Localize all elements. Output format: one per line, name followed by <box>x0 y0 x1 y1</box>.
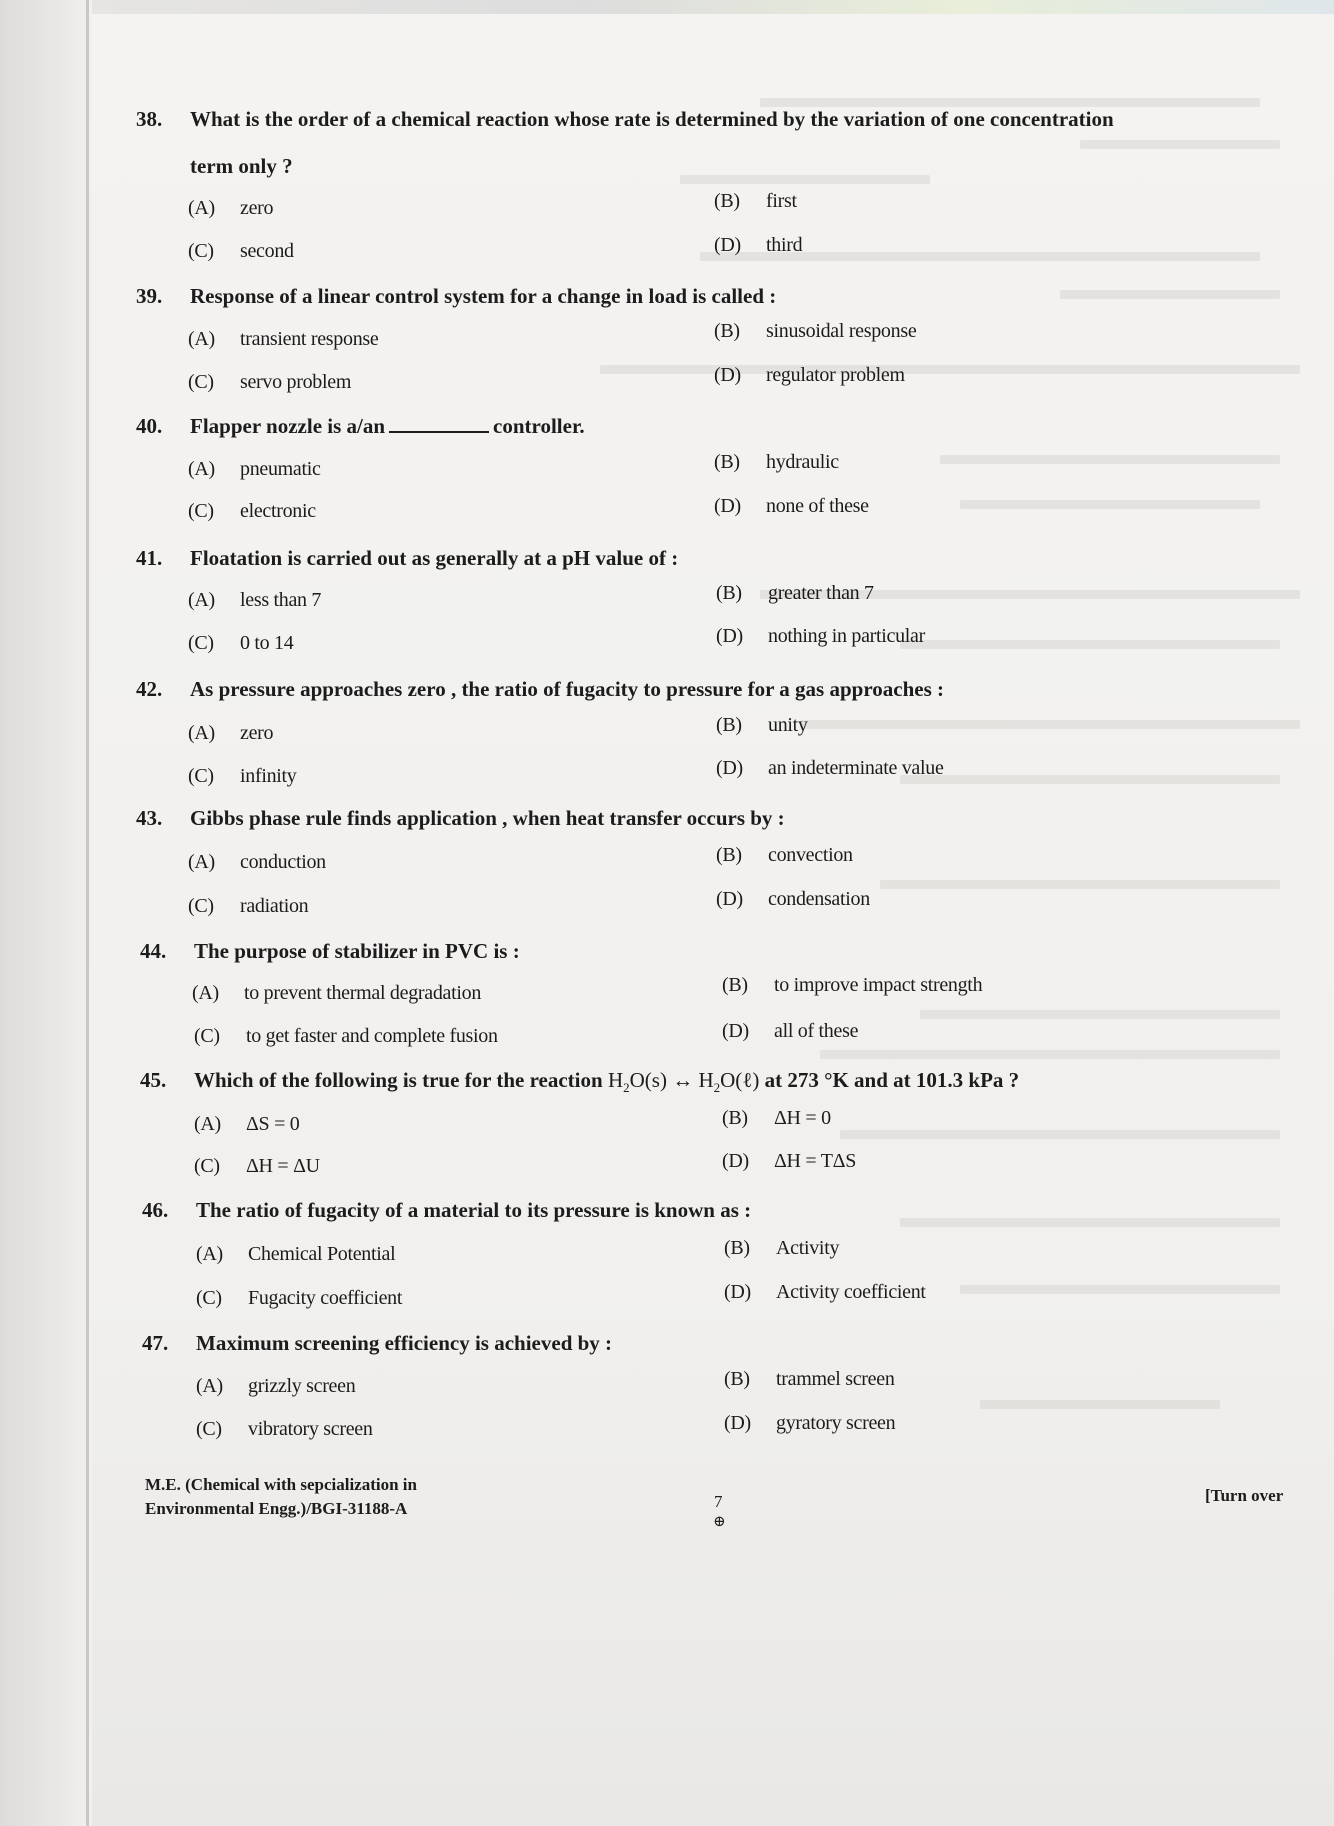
option-40-d: (D) none of these <box>714 495 869 517</box>
question-40: 40. Flapper nozzle is a/an controller. <box>136 414 585 438</box>
fill-in-blank <box>389 413 489 433</box>
question-text-line2: term only ? <box>190 154 293 178</box>
option-39-b: (B) sinusoidal response <box>714 320 917 342</box>
question-46: 46. The ratio of fugacity of a material to its pressure is known as : <box>142 1198 752 1222</box>
option-44-c: (C) to get faster and complete fusion <box>194 1025 498 1047</box>
option-43-b: (B) convection <box>716 844 853 866</box>
option-40-c: (C) electronic <box>188 500 316 522</box>
option-47-a: (A) grizzly screen <box>196 1375 356 1397</box>
question-45: 45. Which of the following is true for the reaction $H_2O(s)$ ↔ $H_2O(\ell)$ at 273 °K and at 101.3 kPa ? <box>140 1068 1020 1096</box>
option-38-b: (B) first <box>714 190 797 212</box>
option-42-a: (A) zero <box>188 722 274 744</box>
option-45-a: (A) ΔS = 0 <box>194 1113 300 1135</box>
option-42-c: (C) infinity <box>188 765 297 787</box>
option-38-a: (A) zero <box>188 197 274 219</box>
question-38-continuation <box>190 145 293 187</box>
option-38-d: (D) third <box>714 234 803 256</box>
option-39-d: (D) regulator problem <box>714 364 905 386</box>
question-42: 42. As pressure approaches zero , the ratio of fugacity to pressure for a gas approaches : <box>136 677 945 701</box>
option-42-d: (D) an indeterminate value <box>716 757 944 779</box>
option-46-d: (D) Activity coefficient <box>724 1281 926 1303</box>
turn-over-note: [Turn over <box>1205 1486 1284 1505</box>
question-number: 38. <box>136 107 163 131</box>
option-43-c: (C) radiation <box>188 895 309 917</box>
option-41-b: (B) greater than 7 <box>716 582 874 604</box>
reaction-formula: $H_2O(s)$ ↔ $H_2O(\ell)$ <box>607 1068 760 1096</box>
question-41: 41. Floatation is carried out as generally at a pH value of : <box>136 546 679 570</box>
footer-course-code: M.E. (Chemical with sepcialization in Environmental Engg.)/BGI-31188-A <box>145 1475 417 1518</box>
option-46-c: (C) Fugacity coefficient <box>196 1287 403 1309</box>
option-45-b: (B) ΔH = 0 <box>722 1107 831 1129</box>
option-44-d: (D) all of these <box>722 1020 859 1042</box>
option-44-b: (B) to improve impact strength <box>722 974 983 996</box>
option-45-c: (C) ΔH = ΔU <box>194 1155 320 1177</box>
registration-mark-icon: ⊕ <box>713 1514 726 1530</box>
option-41-d: (D) nothing in particular <box>716 625 925 647</box>
question-38 <box>136 98 1114 140</box>
option-41-c: (C) 0 to 14 <box>188 632 294 654</box>
option-46-b: (B) Activity <box>724 1237 840 1259</box>
option-38-c: (C) second <box>188 240 294 262</box>
question-44: 44. The purpose of stabilizer in PVC is : <box>140 939 520 963</box>
question-39: 39. Response of a linear control system for a change in load is called : <box>136 284 777 308</box>
option-43-a: (A) conduction <box>188 851 326 873</box>
option-44-a: (A) to prevent thermal degradation <box>192 982 482 1004</box>
option-41-a: (A) less than 7 <box>188 589 322 611</box>
question-text: What is the order of a chemical reaction whose rate is determined by the variation of one concentration <box>190 107 1114 131</box>
option-47-c: (C) vibratory screen <box>196 1418 373 1440</box>
option-40-a: (A) pneumatic <box>188 458 321 480</box>
question-47: 47. Maximum screening efficiency is achieved by : <box>142 1331 613 1355</box>
option-42-b: (B) unity <box>716 714 808 736</box>
option-47-b: (B) trammel screen <box>724 1368 895 1390</box>
page-number: 7 <box>714 1492 723 1511</box>
option-39-a: (A) transient response <box>188 328 379 350</box>
option-47-d: (D) gyratory screen <box>724 1412 896 1434</box>
option-40-b: (B) hydraulic <box>714 451 839 473</box>
question-43: 43. Gibbs phase rule finds application , when heat transfer occurs by : <box>136 806 785 830</box>
option-39-c: (C) servo problem <box>188 371 352 393</box>
option-43-d: (D) condensation <box>716 888 870 910</box>
option-46-a: (A) Chemical Potential <box>196 1243 396 1265</box>
option-45-d: (D) ΔH = TΔS <box>722 1150 857 1172</box>
